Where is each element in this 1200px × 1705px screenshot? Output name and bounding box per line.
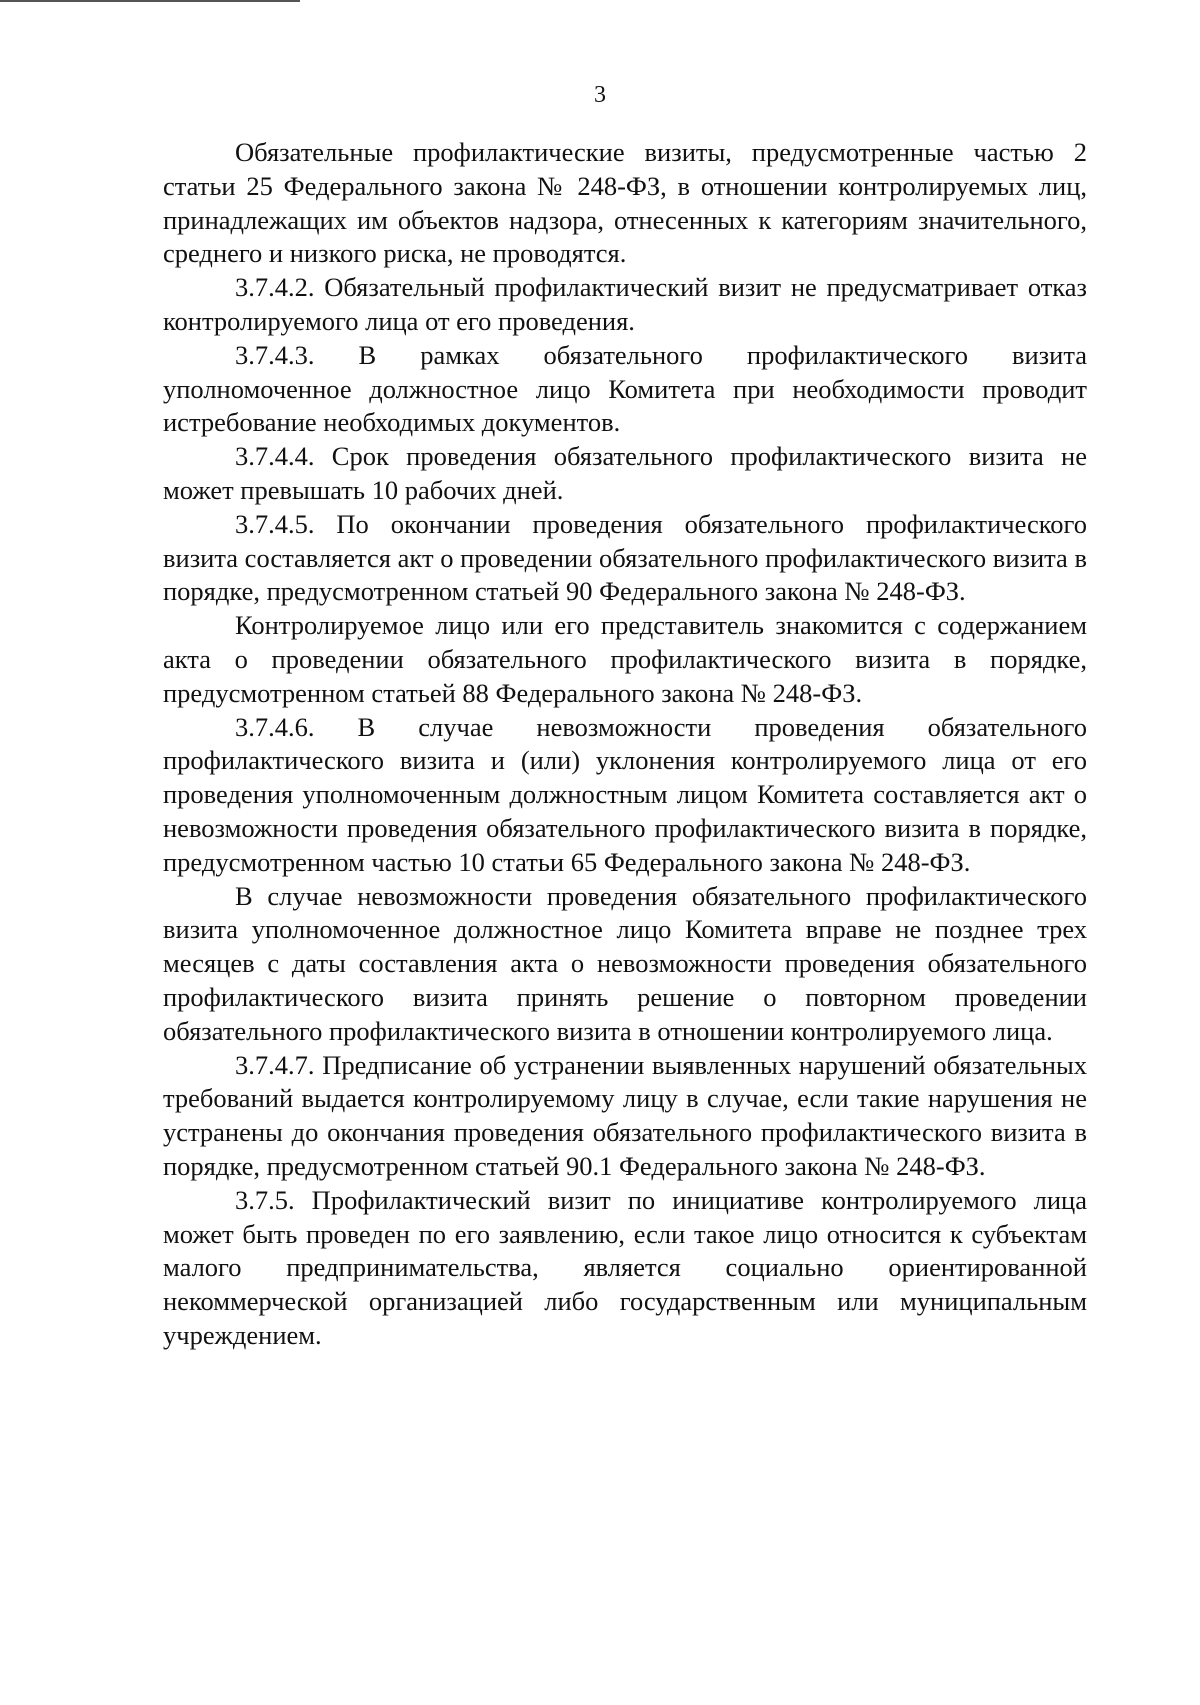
paragraph: 3.7.4.5. По окончании проведения обязательного профилактического визита составляется акт о проведении обязательного профилактического визита в порядке, предусмотренном статьей 90 Федерального закона № 248-ФЗ. <box>163 508 1087 607</box>
paragraph: 3.7.4.7. Предписание об устранении выявленных нарушений обязательных требований выдается контролируемому лицу в случае, если такие нарушения не устранены до окончания проведения обязательного профилактического визита в порядке, предусмотренном статьей 90.1 Федерального закона № 248-ФЗ. <box>163 1049 1087 1181</box>
paragraph: 3.7.4.4. Срок проведения обязательного профилактического визита не может превышать 10 рабочих дней. <box>163 441 1087 505</box>
paragraph: Контролируемое лицо или его представитель знакомится с содержанием акта о проведении обязательного профилактического визита в порядке, предусмотренном статьей 88 Федерального закона № 248-ФЗ. <box>163 610 1087 708</box>
page-number: 3 <box>594 82 606 108</box>
scan-edge-line <box>0 0 300 2</box>
document-body <box>163 136 1087 1353</box>
paragraph: 3.7.4.2. Обязательный профилактический визит не предусматривает отказ контролируемого лица от его проведения. <box>163 272 1087 336</box>
paragraph: В случае невозможности проведения обязательного профилактического визита уполномоченное должностное лицо Комитета вправе не позднее трех месяцев с даты составления акта о невозможности проведения обязательного профилактического визита принять решение о повторном проведении обязательного профилактического визита в отношении контролируемого лица. <box>163 880 1087 1046</box>
paragraph: 3.7.4.6. В случае невозможности проведения обязательного профилактического визита и (или) уклонения контролируемого лица от его проведения уполномоченным должностным лицом Комитета составляется акт о невозможности проведения обязательного профилактического визита в порядке, предусмотренном частью 10 статьи 65 Федерального закона № 248-ФЗ. <box>163 711 1087 877</box>
paragraph: 3.7.4.3. В рамках обязательного профилактического визита уполномоченное должностное лицо Комитета при необходимости проводит истребование необходимых документов. <box>163 339 1087 438</box>
paragraph: 3.7.5. Профилактический визит по инициативе контролируемого лица может быть проведен по его заявлению, если такое лицо относится к субъектам малого предпринимательства, является социально ориентированной некоммерческой организацией либо государственным или муниципальным учреждением. <box>163 1184 1087 1350</box>
paragraph: Обязательные профилактические визиты, предусмотренные частью 2 статьи 25 Федерального закона № 248-ФЗ, в отношении контролируемых лиц, принадлежащих им объектов надзора, отнесенных к категориям значительного, среднего и низкого риска, не проводятся. <box>163 137 1087 269</box>
